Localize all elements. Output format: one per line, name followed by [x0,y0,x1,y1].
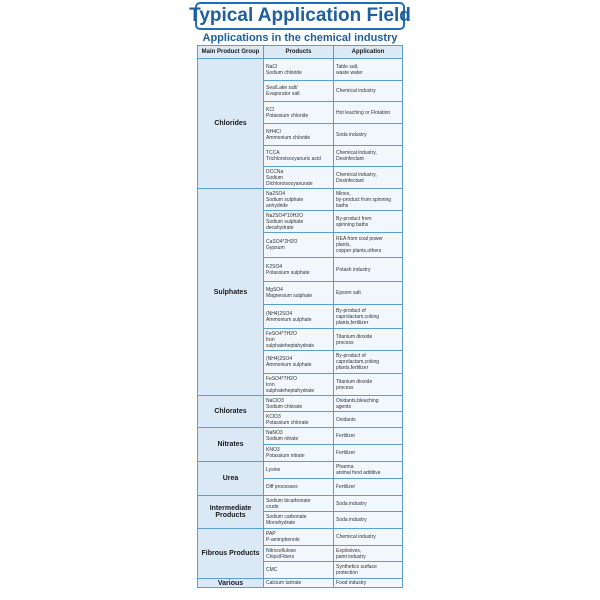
application-cell: Hot leaching or Flotation [334,102,403,124]
product-cell: NaNO3 Sodium nitrate [264,428,334,445]
product-cell: Lysine [264,462,334,479]
application-cell: By-product of caprolactam,coking plants,fertilizer [334,351,403,374]
application-cell: Titanium dioxide process [334,374,403,396]
product-cell: Na2SO4 Sodium sulphate anhydride [264,189,334,211]
application-cell: Oxidants [334,412,403,428]
product-cell: (NH4)2SO4 Ammonium sulphate [264,305,334,329]
product-group-cell: Various [198,579,264,588]
product-cell: KNO3 Potassium nitrate [264,445,334,462]
product-cell: Sea/Lake salt/ Evaporator salt [264,81,334,102]
product-cell: NaCl Sodium chloride [264,59,334,81]
application-cell: Soda industry [334,124,403,146]
application-cell: Fertilizer [334,445,403,462]
product-group-cell: Chlorates [198,396,264,428]
table-header-row [198,46,403,59]
application-cell: Explosives, paint industry [334,546,403,562]
application-cell: By-product of caprolactam,coking plants,fertilizer [334,305,403,329]
product-cell: K2SO4 Potassium sulphate [264,258,334,282]
product-group-cell: Sulphates [198,189,264,396]
product-group-cell: Chlorides [198,59,264,189]
table-row [198,396,403,412]
application-cell: Epsom salt [334,282,403,305]
application-cell: Chemical industry, Desinfectant [334,167,403,189]
table-row [198,462,403,479]
product-cell: CMC [264,562,334,579]
product-cell: (NH4)2SO4 Ammonium sulphate [264,351,334,374]
application-cell: Fertilizer [334,479,403,496]
application-cell: By-product from spinning baths [334,211,403,233]
application-cell: Chemical industry [334,529,403,546]
product-group-cell: Fibrous Products [198,529,264,579]
application-cell: Fertilizer [334,428,403,445]
product-group-cell: Intermediate Products [198,496,264,529]
header-main-product-group: Main Product Group [198,46,264,59]
product-cell: FeSO4*7H2O Iron sulphateheptahydrate [264,374,334,396]
application-cell: REA from coal power plants, copper plants,others [334,233,403,258]
application-cell: Mines, by-product from spinning baths [334,189,403,211]
product-cell: DCCNa Sodium Dichloroisocyanurate [264,167,334,189]
table-row [198,59,403,81]
header-products: Products [264,46,334,59]
product-cell: TCCA Trichloroisocyanuric acid [264,146,334,167]
application-cell: Chemical industry, Desinfectant [334,146,403,167]
product-cell: Calcium tartrate [264,579,334,588]
application-table [197,45,403,588]
product-cell: FeSO4*7H2O Iron sulphateheptahydrate [264,329,334,351]
product-cell: KCl Potassium chloride [264,102,334,124]
table-row [198,428,403,445]
application-cell: Chemical industry [334,81,403,102]
table-row [198,529,403,546]
application-cell: Oxidants,bleaching agents [334,396,403,412]
page-subtitle: Applications in the chemical industry [202,32,398,44]
product-cell: Na2SO4*10H2O Sodium sulphate decahydrate [264,211,334,233]
product-cell: Sodium carbonate Monohydrate [264,512,334,529]
product-cell: Diff processes [264,479,334,496]
page-title: Typical Application Field [195,2,405,30]
application-cell: Pharma animal food additive [334,462,403,479]
application-cell: Potash industry [334,258,403,282]
application-cell: Synthetics surface protection [334,562,403,579]
application-cell: Titanium dioxide process [334,329,403,351]
table-row [198,496,403,512]
table-row [198,189,403,211]
product-cell: Sodium bicarbonate crude [264,496,334,512]
product-cell: CaSO4*2H2O Gypsum [264,233,334,258]
table-row [198,579,403,588]
application-cell: Table salt, waste water [334,59,403,81]
product-cell: Nitrocellulose Chips/Fibers [264,546,334,562]
product-cell: NH4Cl Ammonium chloride [264,124,334,146]
product-cell: PAP P-aminphenole [264,529,334,546]
product-cell: NaClO3 Sodium chlorate [264,396,334,412]
product-group-cell: Urea [198,462,264,496]
application-cell: Food industry [334,579,403,588]
product-group-cell: Nitrates [198,428,264,462]
product-cell: MgSO4 Magnesium sulphate [264,282,334,305]
application-cell: Soda industry [334,496,403,512]
header-application: Application [334,46,403,59]
application-cell: Soda industry [334,512,403,529]
product-cell: KClO3 Potassium chlorate [264,412,334,428]
